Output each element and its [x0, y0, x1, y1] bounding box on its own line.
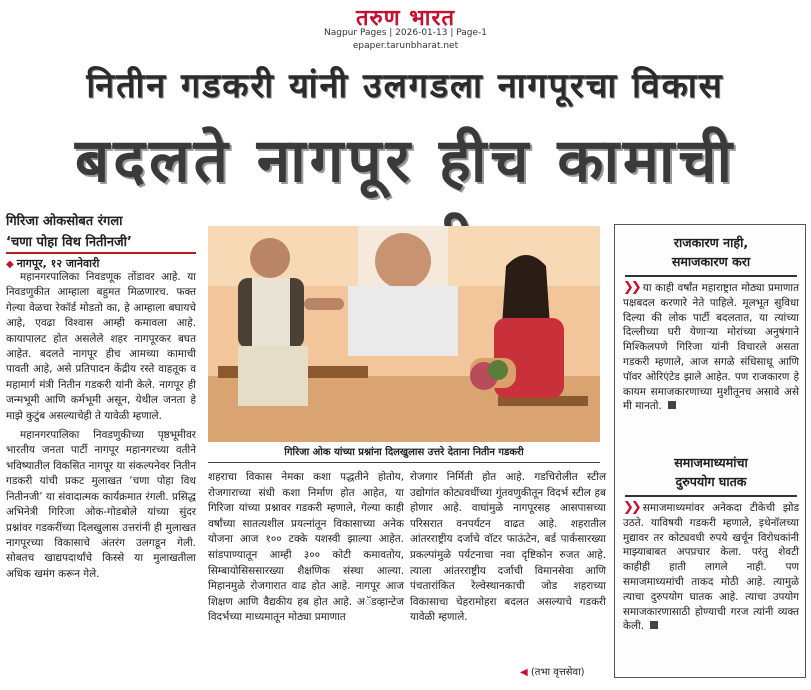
box1-title	[625, 233, 797, 271]
sidebar-box	[614, 224, 806, 678]
box1-text: या काही वर्षांत महाराष्ट्रात मोठ्या प्रमाणात पक्षबदल करणारे नेते पाहिले. मूलभूत सुविधा दिल्या की लोक पार्टी बदलतात, या त्यांच्या दिल्लीच्या घरी येणाऱ्या मोरांच्या अनुषंगाने मिश्किलपणे गिरिजा यांनी विचारले असता गडकरी म्हणाले, आज सगळे संधिसाधू आणि पॉवर ओरिएंटेड झाले आहेत. पण राजकारण हे कायम समाजकारणाच्या मुशीतूनच असावे असे मी मानतो.	[623, 282, 799, 413]
site-url[interactable]: epaper.tarunbharat.net	[352, 41, 459, 51]
triangle-bullet-icon: ◆	[6, 259, 14, 270]
dateline	[6, 256, 99, 271]
box1-divider	[625, 275, 797, 277]
photo-caption: गिरिजा ओक यांच्या प्रश्नांना दिलखुलास उत्तरे देताना नितीन गडकरी	[208, 445, 600, 463]
box2-title-line-2: दुरुपयोग घातक	[675, 474, 747, 489]
subhead-line-2: ‘चणा पोहा विथ नितीनजी’	[6, 233, 196, 254]
story-column-2: शहराचा विकास नेमका कशा पद्धतीने होतोय, रोजगाराच्या संधी कशा निर्माण होत आहेत, या गिरिजा यांच्या प्रश्नावर गडकरी म्हणाले, गेल्या काही वर्षांच्या सातत्यशील प्रयत्नांतून विकासाच्या अनेक योजना आज १०० टक्के यशस्वी झाल्या आहेत. सांडपाण्यातून आम्ही ३०० कोटी कमावतोय, सिम्बायोसिससारख्या शैक्षणिक संस्था आल्या. मिहानमुळे रोजगारात वाढ होत आहे. नागपूर आज शिक्षण आणि वैद्यकीय हब होत आहे. अॅडव्हान्टेज विदर्भच्या माध्यमातून मोठ्या प्रमाणात	[208, 471, 404, 624]
story-paragraph-1: महानगरपालिका निवडणूक तोंडावर आहे. या निवडणुकीत आम्हाला बहुमत मिळणारच. फक्त गेल्या वेळचा रेकॉर्ड मोडतो का, हे आम्हाला बघायचे आहे, एवढा विश्वास आम्ही कमावला आहे. कायापालट होत असलेले शहर नागपूरकर बघत आहेत. बदलते नागपूर हीच आमच्या कामाची पावती आहे, असे प्रतिपादन केंद्रीय रस्ते वाहतूक व महामार्ग मंत्री नितीन गडकरी यांनी केले. नागपूर ही जन्मभूमी आणि कर्मभूमी असून, येथील जनता हे माझे कुटुंब असल्याचेही ते यावेळी म्हणाले.	[6, 271, 196, 422]
main-headline: बदलते नागपूर हीच कामाची	[74, 126, 737, 196]
edition-meta: Nagpur Pages | 2026-01-13 | Page-1	[324, 28, 487, 38]
box1-title-line-2: समाजकारण करा	[671, 254, 751, 269]
box2-divider	[625, 495, 797, 497]
story-column-1	[6, 270, 196, 586]
box2-title-line-1: समाजमाध्यमांचा	[674, 455, 748, 470]
end-square-icon	[668, 401, 676, 409]
signoff-text: (तभा वृत्तसेवा)	[530, 667, 585, 678]
brand-name: तरुण भारत	[356, 6, 455, 31]
story-column-3: रोजगार निर्मिती होत आहे. गडचिरोलीत स्टील उद्योगांत कोट्यवधींच्या गुंतवणुकीतून विदर्भ स्टील हब होणार आहे. वाघांमुळे नागपूरसह आसपासच्या परिसरात वनपर्यटन वाढत आहे. शहरातील आंतरराष्ट्रीय दर्जाचे वॉटर फाऊंटेन, बर्ड पार्कसारख्या प्रकल्पांमुळे पर्यटनाचा नवा दृष्टिकोन रुजत आहे. त्याला आंतरराष्ट्रीय दर्जाची विमानसेवा आणि पंचतारांकित रेल्वेस्थानकाची जोड शहराच्या विकासाचा चेहरामोहरा बदलत असल्याचे गडकरी यावेळी म्हणाले.	[410, 471, 606, 624]
story-photo[interactable]	[208, 226, 600, 442]
double-chevron-icon: ❯❯	[623, 500, 639, 515]
kicker-headline: नितीन गडकरी यांनी उलगडला नागपूरचा विकास	[86, 66, 724, 106]
box1-title-line-1: राजकारण नाही,	[673, 235, 749, 250]
triangle-bullet-icon: ◀	[520, 667, 528, 678]
box2-body	[623, 501, 799, 634]
double-chevron-icon: ❯❯	[623, 280, 639, 295]
masthead	[0, 0, 811, 56]
story-paragraph-2: महानगरपालिका निवडणुकीच्या पृष्ठभूमीवर भारतीय जनता पार्टी नागपूर महानगरच्या वतीने भविष्यातील विकसित नागपूर या संकल्पनेवर नितीन गडकरी यांची प्रकट मुलाखत ‘चणा पोहा विथ नितीनजी’ या संवादात्मक कार्यक्रमात रंगली. प्रसिद्ध अभिनेत्री गिरिजा ओक-गोडबोले यांच्या सुंदर प्रश्नांवर गडकरींच्या दिलखुलास उत्तरांनी ही मुलाखत नागपूरच्या विकासाचे अंतरंग उलगडून गेली. सोबतच खाद्यपदार्थांचे किस्से या मुलाखतीला अधिक खमंग करून गेले.	[6, 429, 196, 580]
story-subhead	[6, 212, 196, 254]
subhead-line-1: गिरिजा ओकसोबत रंगला	[6, 214, 123, 229]
dateline-text: नागपूर, १२ जानेवारी	[16, 257, 100, 270]
box2-text: समाजमाध्यमांवर अनेकदा टीकेची झोड उठते. याविषयी गडकरी म्हणाले, इथेनॉलच्या मुद्यावर तर कोट्यवधी रुपये खर्चून विरोधकांनी माझ्याबाबत अपप्रचार केला. परंतु शेवटी काहीही हाती लागले नाही. पण समाजमाध्यमांची ताकद मोठी आहे. त्यामुळे त्याचा दुरुपयोग घातक आहे. त्याचा उपयोग समाजकारणासाठी होण्याची गरज त्यांनी व्यक्त केली.	[623, 502, 799, 633]
signoff	[520, 664, 585, 678]
box1-body	[623, 281, 799, 414]
photo-illustration	[208, 226, 600, 442]
end-square-icon	[650, 621, 658, 629]
box2-title	[625, 453, 797, 491]
